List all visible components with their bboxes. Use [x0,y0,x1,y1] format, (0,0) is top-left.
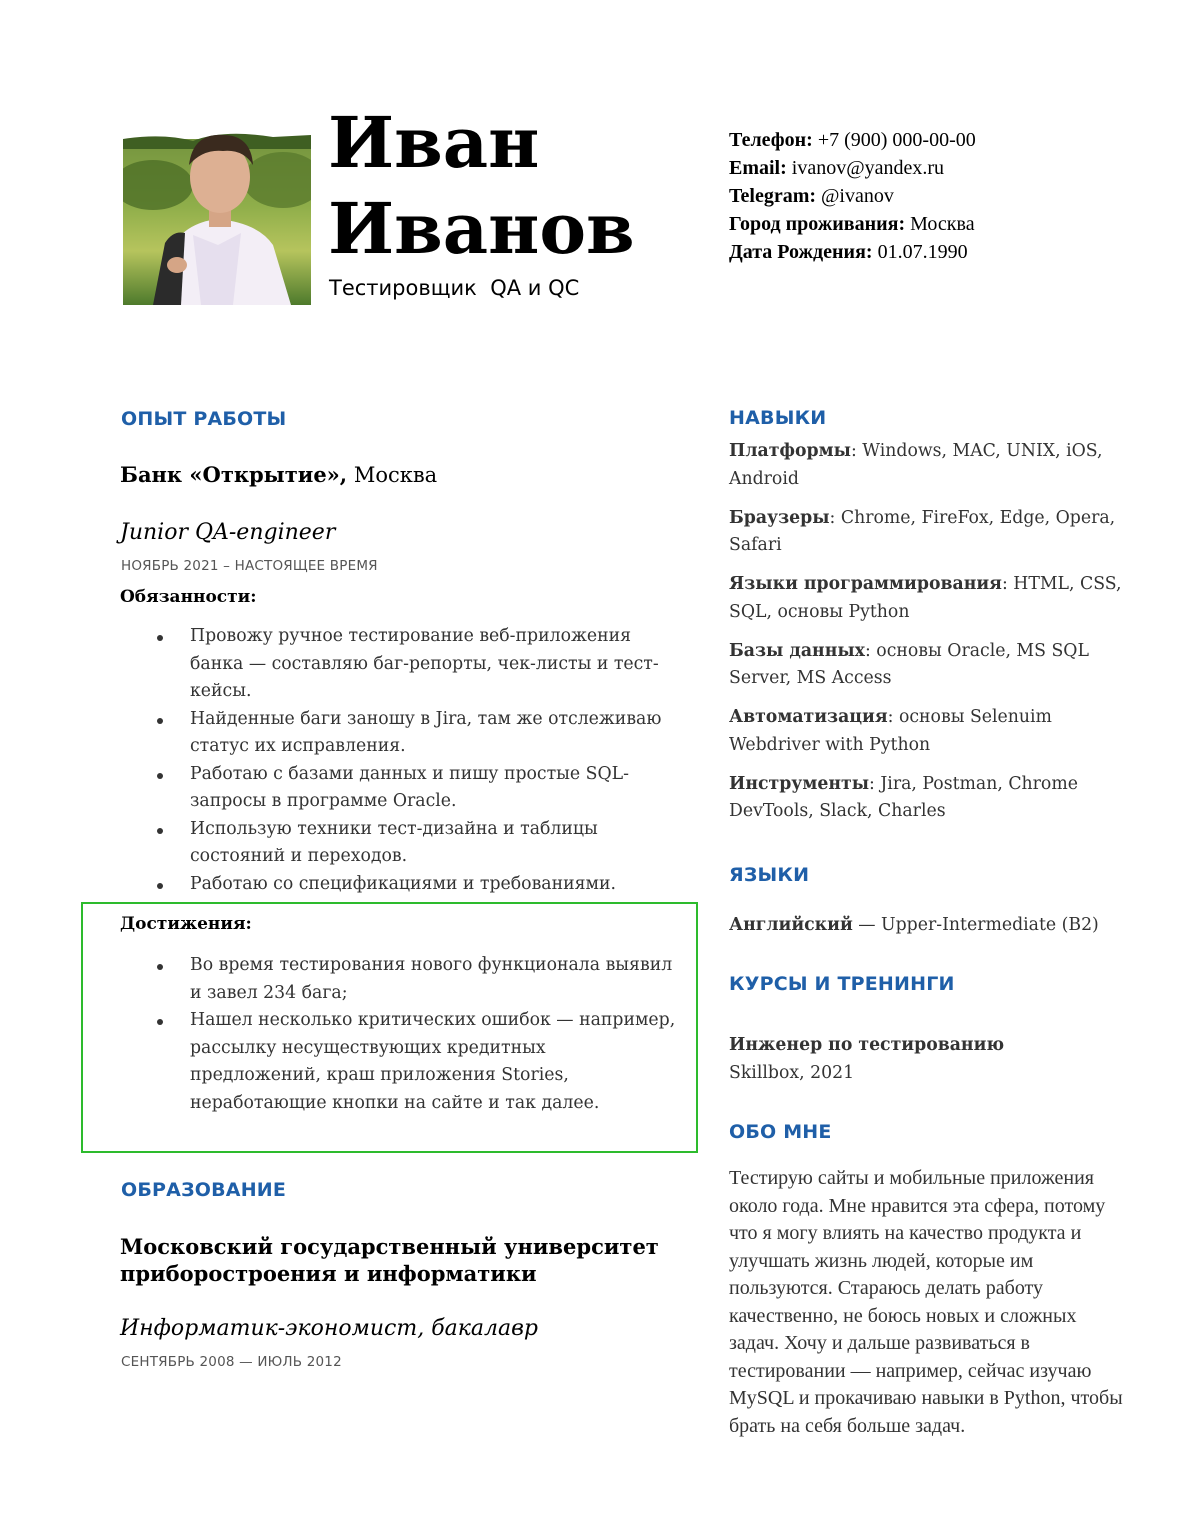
contact-info [729,126,1169,266]
experience-dates: НОЯБРЬ 2021 – НАСТОЯЩЕЕ ВРЕМЯ [121,558,378,574]
skill-label: Платформы [729,441,851,461]
section-title-experience: ОПЫТ РАБОТЫ [121,408,287,430]
company-city: Москва [353,463,438,487]
skill-label: Автоматизация [729,707,888,727]
contact-label: Telegram: [729,185,817,207]
about-text: Тестирую сайты и мобильные приложения около года. Мне нравится эта сфера, потому что я могу влиять на качество продукта и улучшать жизнь людей, которые им пользуются. Стараюсь делать работу качественно, не боюсь новых и сложных задач. Хочу и дальше развиваться в тестировании — например, сейчас изучаю MySQL и прокачиваю навыки в Python, чтобы брать на себя больше задач. [729,1167,1123,1437]
list-item [120,761,680,816]
job-title: Тестировщик QA и QC [329,276,580,300]
contact-label: Телефон: [729,129,813,151]
contact-value[interactable]: ivanov@yandex.ru [791,157,945,179]
contact-label: Дата Рождения: [729,241,873,263]
company: Банк «Открытие», [120,462,348,487]
list-item-text: Использую техники тест-дизайна и таблицы состояний и переходов. [190,818,598,866]
section-title-education: ОБРАЗОВАНИЕ [121,1179,287,1201]
course-provider: Skillbox, 2021 [729,1062,855,1083]
list-item [120,1007,680,1117]
skill-label: Инструменты [729,773,870,794]
course-name: Инженер по тестированию [729,1035,1005,1055]
profile-photo [123,125,311,305]
bullet-icon [157,773,163,779]
section-title-about: ОБО МНЕ [729,1121,832,1143]
contact-phone [729,126,1169,154]
degree-title: Информатик-экономист, бакалавр [120,1316,539,1341]
list-item-text: Найденные баги заношу в Jira, там же отслеживаю статус их исправления. [190,708,662,756]
skill-value: : HTML, CSS, SQL, основы Python [729,574,1122,622]
section-title-courses: КУРСЫ И ТРЕНИНГИ [729,973,955,995]
skill-item [729,771,1129,826]
contact-birthdate [729,238,1169,266]
skill-value: : Jira, Postman, Chrome DevTools, Slack, Charles [729,773,1078,821]
contact-email [729,154,1169,182]
skill-value: : основы Oracle, MS SQL Server, MS Access [729,640,1089,688]
contact-label: Город проживания: [729,213,906,235]
bullet-icon [157,718,163,724]
bullet-icon [157,883,163,889]
skill-label: Языки программирования [729,574,1002,594]
list-item [120,871,680,899]
contact-telegram [729,182,1169,210]
skill-label: Базы данных [729,640,865,661]
list-item-text: Работаю со спецификациями и требованиями. [190,873,616,894]
skill-item [729,438,1129,493]
skill-value: : Chrome, FireFox, Edge, Opera, Safari [729,507,1116,555]
bullet-icon [157,964,163,970]
language-level: — Upper-Intermediate (B2) [852,915,1099,935]
achievements-list [120,952,680,1117]
section-title-languages: ЯЗЫКИ [729,864,810,886]
skill-item [729,638,1129,693]
achievements-heading: Достижения: [120,914,252,934]
language-item [729,915,1099,935]
contact-city [729,210,1169,238]
section-title-skills: НАВЫКИ [729,407,827,429]
language-name: Английский [729,915,853,935]
bullet-icon [157,828,163,834]
responsibilities-heading: Обязанности: [120,587,257,607]
skill-label: Браузеры [729,507,830,528]
skill-item [729,505,1129,560]
education-dates: СЕНТЯБРЬ 2008 — ИЮЛЬ 2012 [121,1354,342,1370]
skill-value: : основы Selenuim Webdriver with Python [729,707,1052,755]
position-title: Junior QA-engineer [120,520,336,545]
first-name: Иван [328,101,540,184]
contact-value[interactable]: +7 (900) 000-00-00 [817,129,976,151]
responsibilities-list [120,623,680,898]
list-item [120,623,680,706]
last-name: Иванов [328,187,635,270]
skills-list [729,438,1129,837]
course-item [729,1032,1004,1087]
list-item [120,706,680,761]
contact-value: Москва [910,213,975,235]
full-name [328,100,688,272]
skill-item [729,571,1129,626]
list-item [120,952,680,1007]
list-item-text: Во время тестирования нового функционала выявил и завел 234 бага; [190,955,673,1003]
bullet-icon [157,635,163,641]
contact-label: Email: [729,157,787,179]
list-item-text: Нашел несколько критических ошибок — например, рассылку несуществующих кредитных предложений, краш приложения Stories, неработающие кнопки на сайте и так далее. [190,1010,676,1113]
bullet-icon [157,1019,163,1025]
university-name: Московский государственный университет приборостроения и информатики [120,1234,659,1286]
company-name [120,462,437,487]
list-item-text: Работаю с базами данных и пишу простые SQL-запросы в программе Oracle. [190,763,629,811]
list-item-text: Провожу ручное тестирование веб-приложения банка — составляю баг-репорты, чек-листы и тест-кейсы. [190,626,659,701]
contact-value[interactable]: @ivanov [821,185,894,207]
contact-value: 01.07.1990 [877,241,968,263]
skill-value: : Windows, MAC, UNIX, iOS, Android [729,441,1103,489]
skill-item [729,704,1129,759]
list-item [120,816,680,871]
